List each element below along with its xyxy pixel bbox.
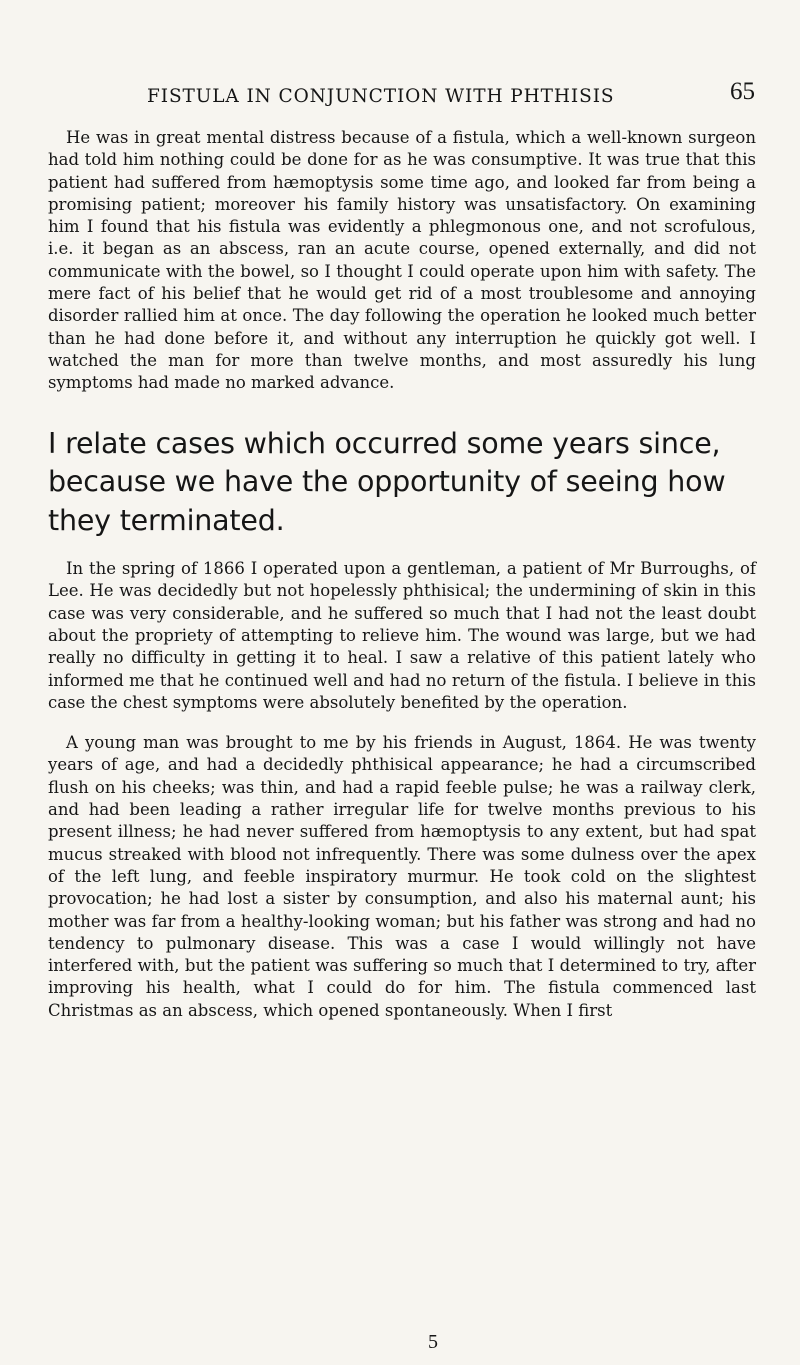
page-number: 65 (730, 78, 755, 105)
running-title: FISTULA IN CONJUNCTION WITH PHTHISIS (147, 86, 615, 107)
paragraph-3: In the spring of 1866 I operated upon a gentleman, a patient of Mr Burroughs, of Lee. He was decidedly but not hopelessly phthisical; the undermining of skin in this case was very considerable, and he suffered so much that I had not the least doubt about the propriety of attempting to relieve him. The wound was large, but we had really no difficulty in getting it to heal. I saw a relative of this patient lately who informed me that he continued well and had no return of the fistula. I believe in this case the chest symptoms were absolutely benefited by the operation. (48, 559, 756, 712)
body-text (48, 127, 756, 1022)
paragraph-1: He was in great mental distress because of a fistula, which a well-known surgeon had told him nothing could be done for as he was consumptive. It was true that this patient had suffered from hæmoptysis some time ago, and looked far from being a promising patient; moreover his family history was unsatisfactory. On examining him I found that his fistula was evidently a phlegmonous one, and not scrofulous, i.e. it began as an abscess, ran an acute course, opened externally, and did not communicate with the bowel, so I thought I could operate upon him with safety. The mere fact of his belief that he would get rid of a most troublesome and annoying disorder rallied him at once. The day following the operation he looked much better than he had done before it, and without any interruption he quickly got well. I watched the man for more than twelve months, and most assuredly his lung symptoms had made no marked advance. (48, 128, 756, 393)
running-head (70, 78, 775, 112)
signature-mark: 5 (428, 1331, 438, 1353)
paragraph-4: A young man was brought to me by his friends in August, 1864. He was twenty years of age, and had a decidedly phthisical appearance; he had a circumscribed flush on his cheeks; was thin, and had a rapid feeble pulse; he was a railway clerk, and had been leading a rather irregular life for twelve months previous to his present illness; he had never suffered from hæmoptysis to any extent, but had spat mucus streaked with blood not infrequently. There was some dulness over the apex of the left lung, and feeble inspiratory murmur. He took cold on the slightest provocation; he had lost a sister by consumption, and also his maternal aunt; his mother was far from a healthy-looking woman; but his father was strong and had no tendency to pulmonary disease. This was a case I would willingly not have interfered with, but the patient was suffering so much that I determined to try, after improving his health, what I could do for him. The fistula commenced last Christmas as an abscess, which opened spontaneously. When I first (48, 733, 756, 1020)
paragraph-2-large-type: I relate cases which occurred some years since, because we have the opportunity of seeing how they terminated. (48, 426, 726, 537)
